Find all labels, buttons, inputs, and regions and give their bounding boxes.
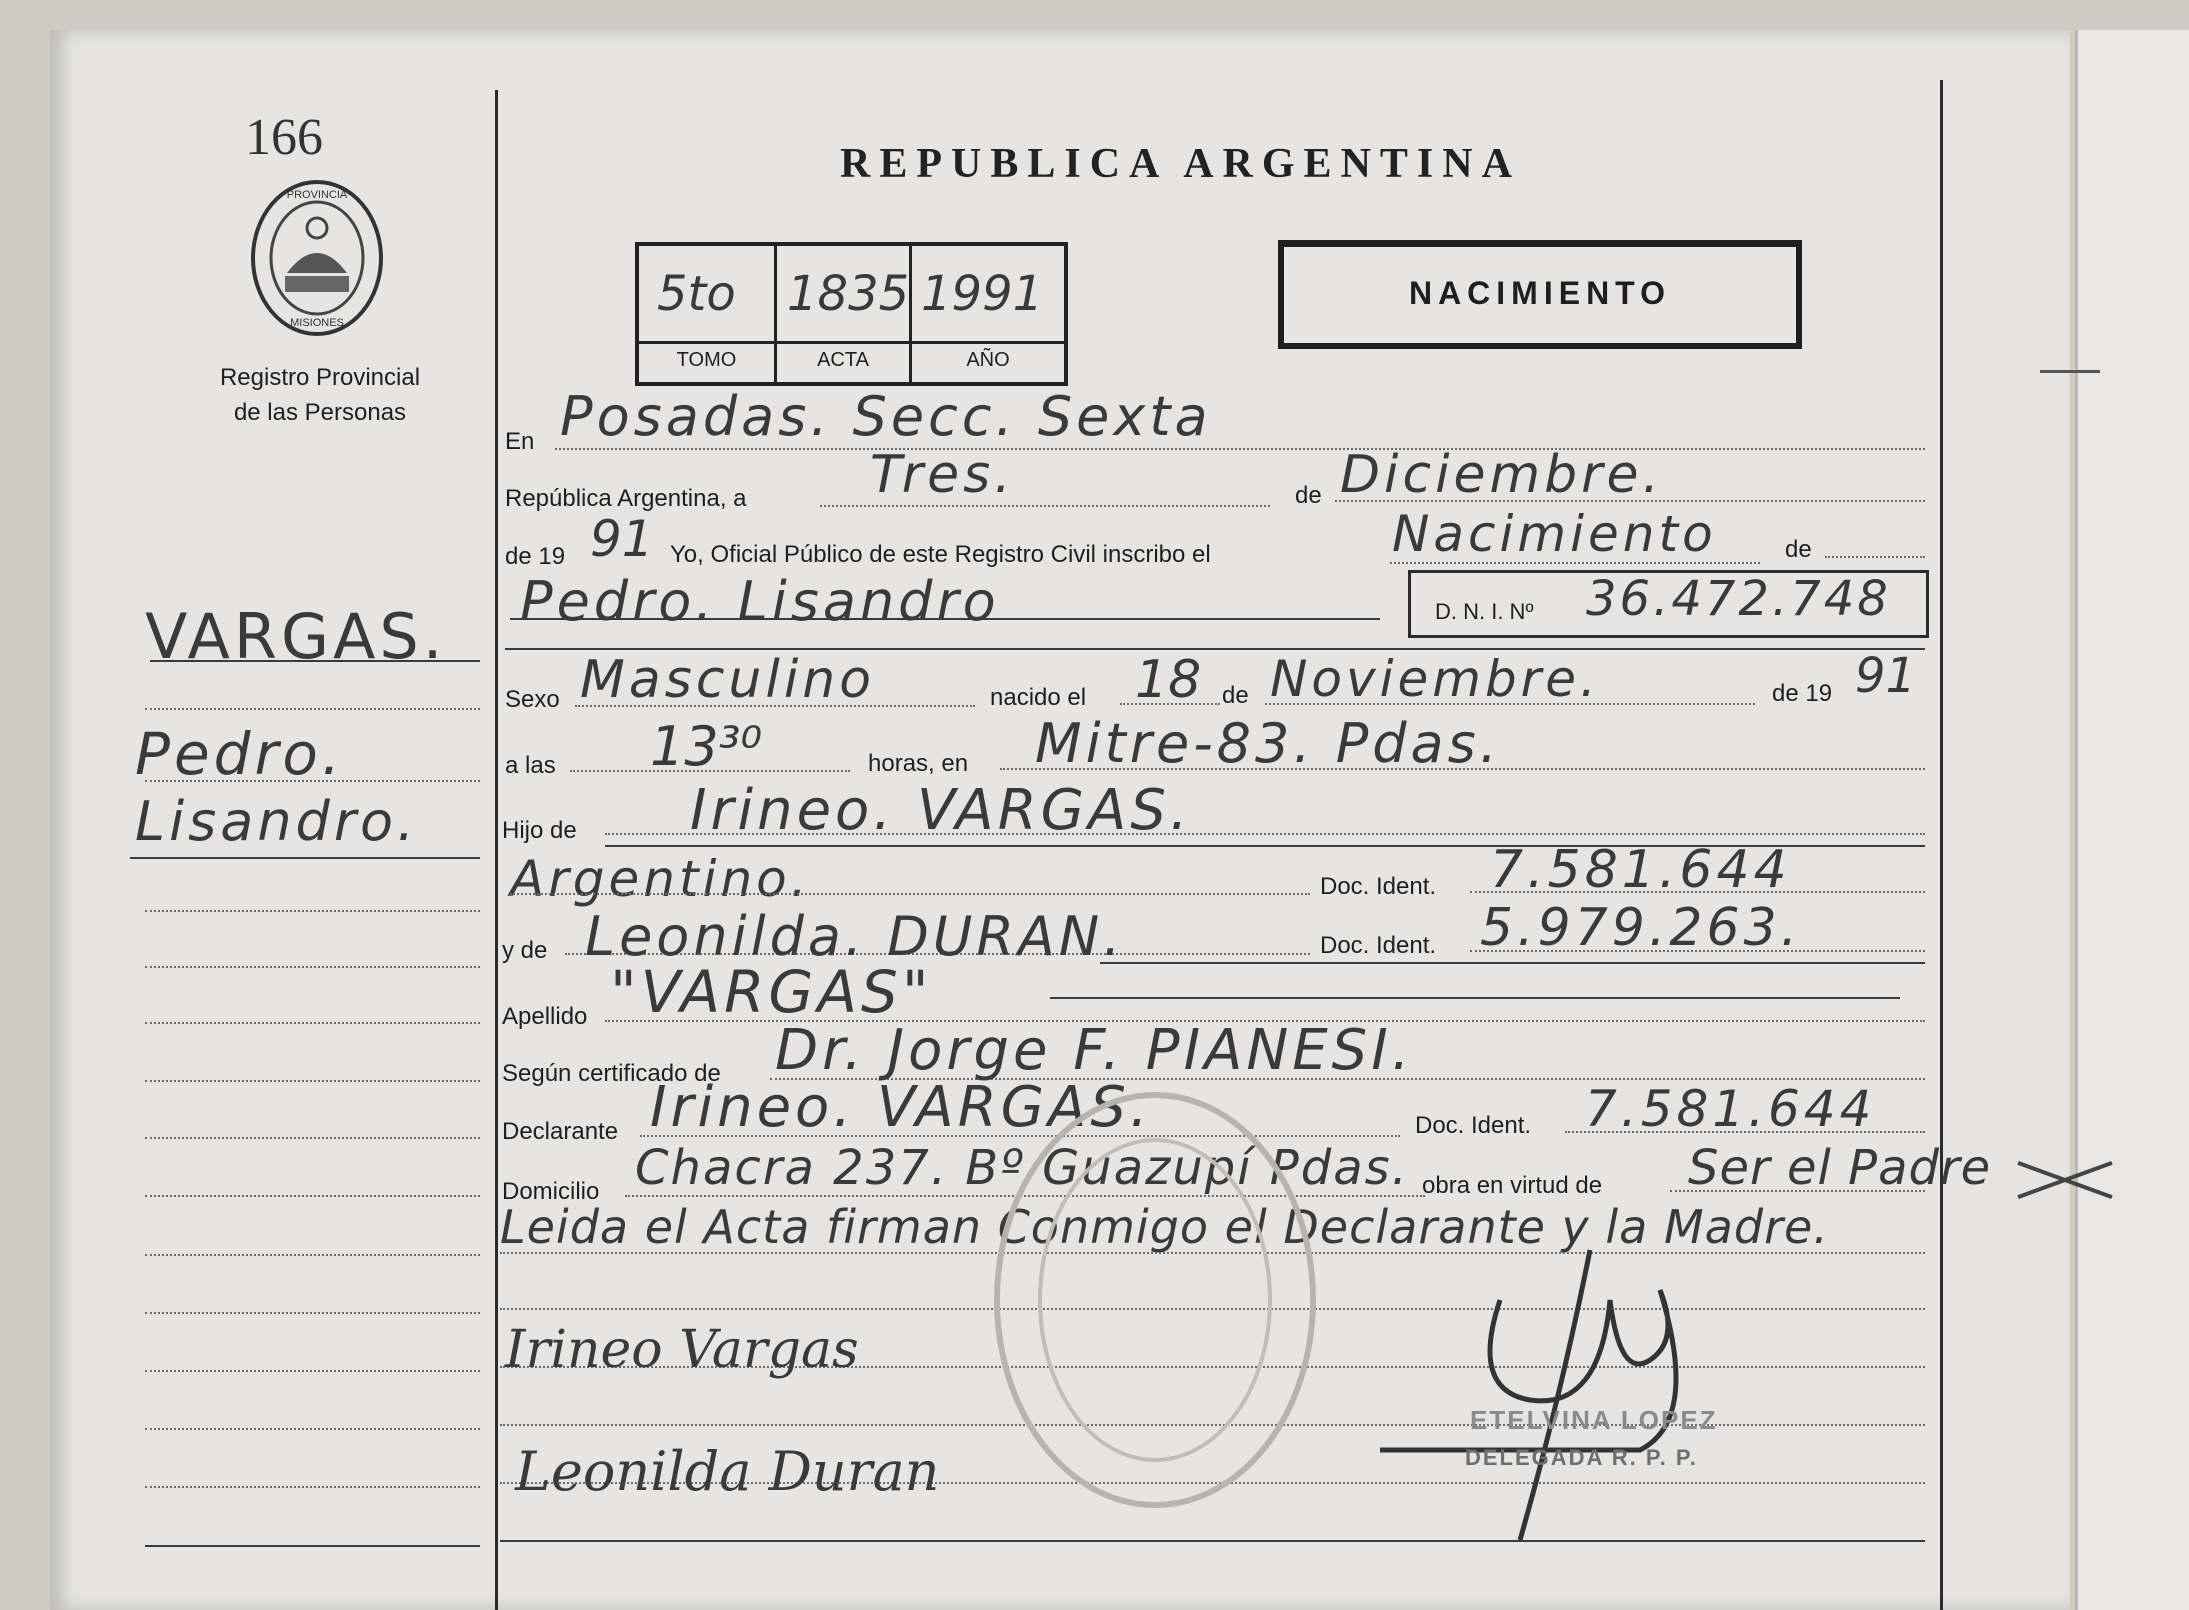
ano-label: AÑO	[966, 349, 1010, 371]
facing-page	[2075, 30, 2189, 1610]
label-obra: obra en virtud de	[1422, 1172, 1603, 1199]
value-dia: Tres.	[870, 445, 1015, 505]
record-box	[635, 242, 1068, 386]
value-declarante: Irineo. VARGAS.	[650, 1075, 1152, 1140]
value-nacido-mes: Noviembre.	[1270, 650, 1600, 708]
value-apellido: "VARGAS"	[610, 958, 933, 1026]
value-dni: 36.472.748	[1586, 571, 1891, 627]
left-margin-rule	[495, 90, 498, 1610]
record-type: NACIMIENTO	[1408, 275, 1672, 311]
value-obra: Ser el Padre	[1688, 1140, 1992, 1196]
acta-value: 1835	[787, 266, 910, 322]
delegada-title: DELEGADA R. P. P.	[1465, 1445, 1698, 1470]
value-acto: Nacimiento	[1392, 505, 1717, 563]
right-margin-rule	[1940, 80, 1943, 1610]
value-lugar: Mitre-83. Pdas.	[1035, 712, 1501, 775]
value-nacionalidad: Argentino.	[510, 850, 811, 908]
label-yde: y de	[502, 937, 548, 964]
binding-mark	[2040, 370, 2100, 373]
value-nacido-dia: 18	[1135, 650, 1202, 710]
label-nacido: nacido el	[990, 684, 1087, 711]
delegada-name: ETELVINA LOPEZ	[1470, 1405, 1718, 1435]
margin-middle-name: Lisandro.	[135, 790, 419, 853]
value-nacido-ano: 91	[1855, 648, 1917, 704]
value-declarante-doc: 7.581.644	[1585, 1080, 1876, 1138]
label-sexo: Sexo	[505, 686, 560, 713]
official-signature-scrawl	[1360, 1240, 1780, 1560]
label-alas: a las	[505, 752, 556, 779]
value-domicilio: Chacra 237. Bº Guazupí Pdas.	[635, 1140, 1409, 1196]
ano-value: 1991	[921, 266, 1044, 322]
label-de19: de 19	[505, 543, 566, 570]
label-doc-madre: Doc. Ident.	[1320, 932, 1437, 959]
label-domicilio: Domicilio	[502, 1178, 600, 1205]
value-certificado: Dr. Jorge F. PIANESI.	[775, 1018, 1414, 1083]
value-padre-doc: 7.581.644	[1490, 840, 1791, 900]
value-sexo: Masculino	[580, 650, 876, 710]
value-ano: 91	[590, 510, 654, 568]
margin-surname: VARGAS.	[145, 600, 447, 673]
page-number: 166	[245, 109, 323, 166]
tomo-value: 5to	[657, 266, 736, 322]
seal-bottom-text: MISIONES	[290, 317, 344, 329]
provincial-seal	[247, 178, 387, 338]
dni-box	[1408, 570, 1929, 638]
acta-label: ACTA	[817, 349, 869, 371]
value-madre: Leonilda. DURAN.	[585, 905, 1125, 968]
seal-top-text: PROVINCIA	[286, 189, 348, 201]
label-republica: República Argentina, a	[505, 485, 747, 512]
label-en: En	[505, 428, 535, 455]
tomo-label: TOMO	[676, 349, 737, 371]
label-apellido: Apellido	[502, 1003, 588, 1030]
label-doc-padre: Doc. Ident.	[1320, 873, 1437, 900]
faded-registry-stamp	[990, 1085, 1320, 1515]
label-dni: D. N. I. Nº	[1435, 599, 1534, 624]
label-horas: horas, en	[868, 750, 969, 777]
label-doc-declarante: Doc. Ident.	[1415, 1112, 1532, 1139]
record-type-box	[1278, 240, 1802, 349]
value-en: Posadas. Secc. Sexta	[560, 385, 1212, 448]
value-madre-doc: 5.979.263.	[1480, 898, 1802, 958]
label-de3: de	[1222, 682, 1249, 709]
value-leida: Leida el Acta firman Conmigo el Declarante y la Madre.	[500, 1200, 1829, 1254]
signature-declarante: Irineo Vargas	[505, 1320, 859, 1380]
value-nombre: Pedro. Lisandro	[520, 570, 1000, 633]
margin-first-name: Pedro.	[135, 720, 345, 788]
signature-madre: Leonilda Duran	[515, 1440, 940, 1503]
label-de: de	[1295, 482, 1322, 509]
issuer-block	[195, 360, 445, 430]
value-hora: 13³⁰	[650, 715, 763, 778]
label-hijo: Hijo de	[502, 817, 577, 844]
document-title: REPUBLICA ARGENTINA	[840, 141, 1521, 187]
issuer-line2: de las Personas	[233, 399, 407, 426]
value-padre: Irineo. VARGAS.	[690, 778, 1192, 843]
label-declarante: Declarante	[502, 1118, 619, 1145]
text-oficial: Yo, Oficial Público de este Registro Civil inscribo el	[670, 541, 1211, 568]
label-de2: de	[1785, 536, 1812, 563]
issuer-line1: Registro Provincial	[219, 364, 421, 391]
label-certificado: Según certificado de	[502, 1060, 721, 1087]
value-mes: Diciembre.	[1340, 445, 1664, 505]
label-de19b: de 19	[1772, 680, 1833, 707]
